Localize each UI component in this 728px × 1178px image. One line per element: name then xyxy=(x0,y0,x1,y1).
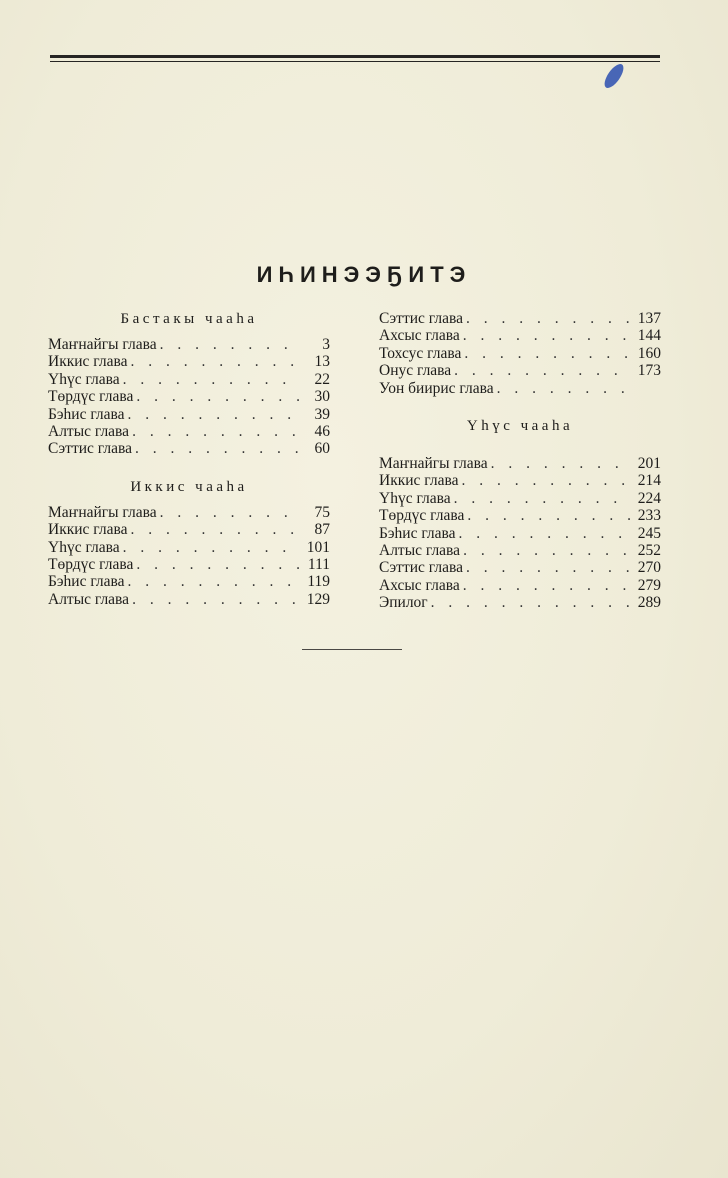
entry-label: Маҥнайгы глава xyxy=(48,503,157,521)
toc-entry xyxy=(48,539,330,556)
dot-leader xyxy=(431,594,632,611)
entry-page: 30 xyxy=(314,388,330,406)
entry-label: Маҥнайгы глава xyxy=(379,454,488,472)
dot-leader xyxy=(464,345,632,362)
dot-leader xyxy=(461,472,632,489)
entry-label: Эпилог xyxy=(379,594,428,612)
part-heading-1: Бастакы чааһа xyxy=(120,311,258,327)
closing-rule xyxy=(302,649,402,650)
entry-page: 160 xyxy=(637,344,661,362)
entry-page: 119 xyxy=(307,573,330,591)
dot-leader xyxy=(466,559,632,576)
dot-leader xyxy=(130,521,301,538)
toc-entry xyxy=(48,371,330,388)
toc-entry xyxy=(379,310,661,327)
entry-page: 101 xyxy=(306,538,330,556)
dot-leader xyxy=(463,577,632,594)
toc-entry xyxy=(48,353,330,370)
entry-page: 270 xyxy=(637,559,661,577)
entry-label: Бэһис глава xyxy=(48,573,125,591)
part-2-entries xyxy=(48,504,330,608)
entry-label: Алтыс глава xyxy=(48,590,130,608)
dot-leader xyxy=(123,371,301,388)
toc-entry xyxy=(379,345,661,362)
dot-leader xyxy=(463,542,632,559)
entry-label: Иккис глава xyxy=(379,472,459,490)
dot-leader xyxy=(160,504,301,521)
entry-page: 22 xyxy=(314,370,330,388)
dot-leader xyxy=(491,455,632,472)
toc-entry xyxy=(379,327,661,344)
toc-entry xyxy=(48,504,330,521)
top-double-rule xyxy=(50,55,660,62)
dot-leader xyxy=(130,353,301,370)
dot-leader xyxy=(463,327,632,344)
entry-page: 129 xyxy=(306,590,330,608)
toc-entry xyxy=(379,380,661,397)
entry-label: Алтыс глава xyxy=(379,541,461,559)
part-1-entries xyxy=(48,336,330,458)
entry-label: Иккис глава xyxy=(48,353,128,371)
toc-entry xyxy=(48,556,330,573)
dot-leader xyxy=(123,539,301,556)
dot-leader xyxy=(454,490,632,507)
entry-page: 214 xyxy=(637,472,661,490)
entry-page: 245 xyxy=(637,524,661,542)
dot-leader xyxy=(459,525,632,542)
entry-label: Сэттис глава xyxy=(48,440,132,458)
contents-title: ИҺИНЭЭҔИТЭ xyxy=(256,262,472,287)
toc-entry xyxy=(379,490,661,507)
toc-right-column xyxy=(379,310,661,611)
part-2-continued-entries xyxy=(379,310,661,397)
part-heading-3: Үһүс чааһа xyxy=(466,417,574,434)
toc-entry xyxy=(48,440,330,457)
dot-leader xyxy=(128,406,301,423)
entry-label: Үһүс глава xyxy=(48,538,120,556)
toc-entry xyxy=(48,591,330,608)
entry-label: Ахсыс глава xyxy=(379,327,460,345)
entry-page: 39 xyxy=(314,405,330,423)
toc-left-column xyxy=(48,308,330,608)
entry-label: Төрдүс глава xyxy=(48,555,134,573)
entry-page: 60 xyxy=(314,440,330,458)
dot-leader xyxy=(132,423,301,440)
entry-label: Тохсус глава xyxy=(379,344,462,362)
entry-label: Маҥнайгы глава xyxy=(48,336,157,353)
dot-leader xyxy=(454,362,632,379)
entry-page: 279 xyxy=(637,576,661,594)
toc-entry xyxy=(379,577,661,594)
toc-entry xyxy=(379,559,661,576)
entry-label: Уон биирис глава xyxy=(379,379,494,397)
dot-leader xyxy=(467,507,632,524)
entry-label: Төрдүс глава xyxy=(379,507,465,525)
toc-entry xyxy=(48,406,330,423)
toc-entry xyxy=(379,472,661,489)
entry-label: Иккис глава xyxy=(48,521,128,539)
part-3-entries xyxy=(379,455,661,612)
toc-entry xyxy=(48,336,330,353)
entry-label: Төрдүс глава xyxy=(48,388,134,406)
entry-page: 137 xyxy=(637,310,661,327)
toc-entry xyxy=(48,573,330,590)
toc-entry xyxy=(379,455,661,472)
entry-page: 87 xyxy=(314,521,330,539)
entry-label: Үһүс глава xyxy=(48,370,120,388)
entry-label: Ахсыс глава xyxy=(379,576,460,594)
toc-entry xyxy=(379,507,661,524)
entry-label: Сэттис глава xyxy=(379,559,463,577)
entry-page: 201 xyxy=(637,454,661,472)
dot-leader xyxy=(136,556,301,573)
part-heading-2: Иккис чааһа xyxy=(130,478,248,495)
dot-leader xyxy=(135,440,301,457)
dot-leader xyxy=(497,380,632,397)
toc-entry xyxy=(379,594,661,611)
entry-page: 173 xyxy=(637,362,661,380)
blue-ink-mark xyxy=(601,61,627,91)
entry-page: 3 xyxy=(322,336,330,353)
toc-entry xyxy=(48,423,330,440)
toc-entry xyxy=(48,521,330,538)
dot-leader xyxy=(160,336,301,353)
entry-label: Бэһис глава xyxy=(379,524,456,542)
entry-page: 75 xyxy=(314,503,330,521)
toc-entry xyxy=(379,542,661,559)
dot-leader xyxy=(128,573,301,590)
entry-page: 289 xyxy=(637,594,661,612)
entry-page: 46 xyxy=(314,422,330,440)
dot-leader xyxy=(132,591,301,608)
toc-entry xyxy=(379,362,661,379)
entry-page: 233 xyxy=(637,507,661,525)
toc-entry xyxy=(48,388,330,405)
entry-label: Үһүс глава xyxy=(379,489,451,507)
entry-page: 252 xyxy=(637,541,661,559)
dot-leader xyxy=(136,388,301,405)
entry-label: Алтыс глава xyxy=(48,422,130,440)
entry-page: 13 xyxy=(314,353,330,371)
toc-entry xyxy=(379,525,661,542)
entry-label: Сэттис глава xyxy=(379,310,463,327)
entry-page: 224 xyxy=(637,489,661,507)
entry-label: Бэһис глава xyxy=(48,405,125,423)
entry-page: 144 xyxy=(637,327,661,345)
dot-leader xyxy=(466,310,632,327)
entry-page: 111 xyxy=(307,555,330,573)
entry-label: Онус глава xyxy=(379,362,452,380)
